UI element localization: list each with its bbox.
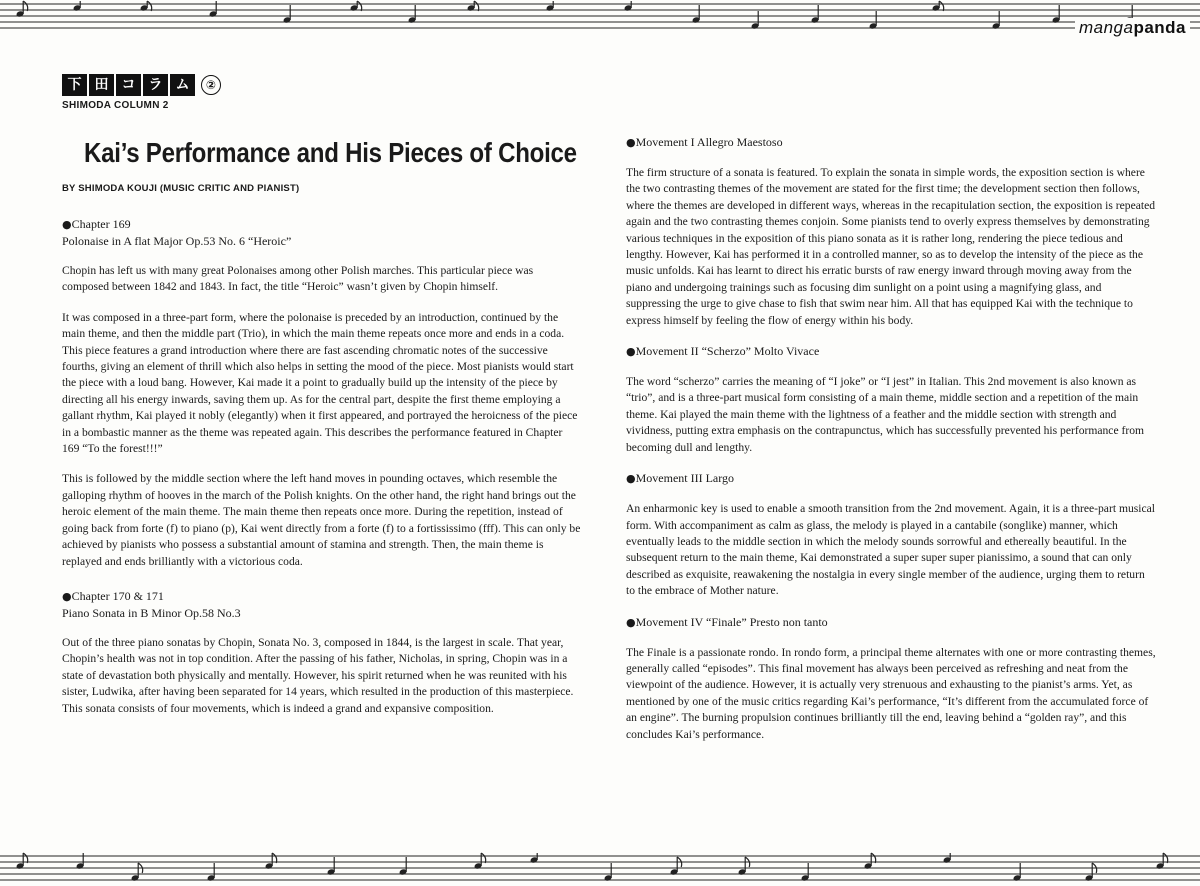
logo-part-manga: manga: [1078, 18, 1134, 37]
bullet-icon: ●: [626, 345, 636, 359]
chapter-170-heading: [62, 588, 582, 621]
music-note-icon: [604, 863, 613, 882]
music-note-icon: [1052, 5, 1061, 24]
movement-3-heading: [626, 470, 1156, 487]
logo-part-panda: panda: [1133, 18, 1186, 37]
paragraph: The firm structure of a sonata is featured. To explain the sonata in simple words, the exposition section is where the two contrasting themes of the movement are stated for the first time; the development section then follows, where the themes are developed in different ways, whereas in the recapitulation section, the exposition is repeated again and the two contrasting themes conjoin. Some pianists tend to overly express themselves by demonstrating various techniques in the exposition of this piano sonata as it is rather long, rendering the piece tedious and lengthy. However, Kai has performed it in a controlled manner, so as to develop the intensity of the piece as the music unfolds. Kai has learnt to direct his erratic bursts of raw energy inward through moving away from the piano and undergoing trainings such as focusing dim sunlight on a point using a magnifying glass, and suppressing the urge to give chase to fish that swim near him. All that has equipped Kai with the technique to express himself by feeling the flow of energy within his body.: [626, 166, 1156, 327]
chapter-label: Chapter 170 & 171: [71, 588, 164, 603]
right-column: [626, 134, 1156, 743]
piece-title: Piano Sonata in B Minor Op.58 No.3: [62, 605, 241, 620]
article-title: Kai’s Performance and His Pieces of Choice: [84, 137, 577, 168]
music-note-icon: [327, 857, 336, 876]
music-note-icon: [1156, 853, 1168, 870]
music-staff-icon: [0, 852, 1200, 886]
music-note-icon: [869, 11, 878, 30]
movement-label: Movement I Allegro Maestoso: [635, 135, 783, 149]
paragraph: Out of the three piano sonatas by Chopin, Sonata No. 3, composed in 1844, is the largest in scale. That year, Chopin’s health was not in top condition. After the passing of his father, Nicholas, in spring, Chopin was in a state of devastation both physically and mentally. However, his spirit returned when he was reunited with his sister, Ludwika, after having been separated for 14 years, which resulted in the production of this masterpiece. This sonata consists of four movements, which is indeed a grand and expansive composition.: [62, 635, 574, 715]
music-note-icon: [1013, 863, 1022, 882]
music-note-icon: [16, 853, 28, 870]
music-note-icon: [811, 5, 820, 24]
music-note-icon: [209, 1, 218, 18]
piece-title: Polonaise in A flat Major Op.53 No. 6 “Heroic”: [62, 234, 292, 248]
paragraph: The word “scherzo” carries the meaning of “I joke” or “I jest” in Italian. This 2nd movement is also known as “trio”, and is a three-part musical form consisting of a main theme, middle section and a repetition of the main theme. Kai played the main theme with the lightness of a feather and the middle section with strength and vividness, putting extra emphasis on the contrapunctus, which has successfully prevented his performance from becoming dull and lengthy.: [626, 375, 1145, 454]
music-note-icon: [265, 853, 277, 870]
byline: BY SHIMODA KOUJI (MUSIC CRITIC AND PIANIST): [62, 183, 300, 194]
jp-char: ム: [170, 74, 195, 96]
music-staff-bottom: [0, 852, 1200, 886]
bullet-icon: ●: [62, 218, 72, 231]
jp-char: ラ: [143, 74, 168, 96]
music-note-icon: [670, 857, 682, 876]
bullet-icon: ●: [62, 589, 72, 603]
movement-1-heading: [626, 134, 1156, 151]
paragraph: It was composed in a three-part form, where the polonaise is preceded by an introduction, continued by the main theme, and then the middle part (Trio), in which the main theme repeats once more and ends in a coda. This piece features a grand introduction where there are fast ascending chromatic notes of the successive fourths, giving an element of thrill which also helps in setting the mood of the piece. Most pianists would start the piece with a loud bang. However, Kai made it a point to gradually build up the intensity of the piece by directing all his energy inwards, saving them up. As for the central part, despite the first theme employing a gallant rhythm, Kai played it nobly (elegantly) when it first appeared, and portrayed the heroicness of the piece in a bombastic manner as the theme was repeated again. This describes the performance featured in Chapter 169 “To the forest!!!”: [62, 310, 578, 456]
bullet-icon: ●: [626, 472, 636, 486]
jp-char: 下: [62, 74, 87, 96]
jp-char: コ: [116, 74, 141, 96]
column-number: ②: [201, 75, 221, 95]
music-note-icon: [408, 5, 417, 24]
left-column: [62, 74, 582, 717]
movement-2-heading: [626, 343, 1156, 360]
movement-label: Movement III Largo: [635, 471, 735, 486]
music-note-icon: [692, 5, 701, 24]
music-note-icon: [738, 857, 750, 876]
music-note-icon: [864, 853, 876, 870]
bullet-icon: ●: [626, 136, 636, 149]
music-note-icon: [76, 853, 85, 870]
bullet-icon: ●: [626, 615, 636, 629]
paragraph: The Finale is a passionate rondo. In rondo form, a principal theme alternates with one or more contrasting themes, generally called “episodes”. This final movement has always been perceived as refreshing and neat from the viewpoint of the audience. However, it is actually very strenuous and exhausting to the pianist’s arms. Yet, as mentioned by one of the music critics regarding Kai’s performance, “It’s different from the accumulated force of an engine”. The burning propulsion continues brilliantly till the end, leaving behind a “golden ray”, and this concludes Kai’s performance.: [626, 645, 1156, 741]
japanese-column-title: [62, 74, 582, 96]
music-staff-top: [0, 0, 1200, 34]
paragraph: This is followed by the middle section where the left hand moves in pounding octaves, which resemble the galloping rhythm of hooves in the march of the Polish knights. On the other hand, the right hand brings out the heroic element of the main theme. The main theme then repeats once more. During the repetition, instead of going back from forte (f) to piano (p), Kai went directly from a forte (f) to a fortississimo (fff). This can only be achieved by pianists who possess a substantial amount of stamina and strength. Then, the main theme is replayed and ends brilliantly with a victorious coda.: [62, 472, 581, 568]
music-staff-icon: [0, 0, 1200, 34]
movement-label: Movement IV “Finale” Presto non tanto: [635, 614, 828, 629]
music-note-icon: [751, 11, 760, 30]
music-note-icon: [1085, 863, 1097, 882]
music-note-icon: [283, 5, 292, 24]
music-note-icon: [207, 863, 216, 882]
music-note-icon: [399, 857, 408, 876]
music-note-icon: [16, 1, 28, 18]
watermark-logo: [1075, 18, 1190, 38]
movement-label: Movement II “Scherzo” Molto Vivace: [635, 344, 820, 359]
chapter-169-heading: [62, 216, 582, 249]
chapter-label: Chapter 169: [71, 217, 131, 231]
jp-char: 田: [89, 74, 114, 96]
paragraph: Chopin has left us with many great Polonaises among other Polish marches. This particular piece was composed between 1842 and 1843. In fact, the title “Heroic” wasn’t given by Chopin himself.: [62, 264, 534, 294]
movement-4-heading: [626, 614, 1156, 631]
music-note-icon: [801, 863, 810, 882]
column-subtitle: SHIMODA COLUMN 2: [62, 100, 169, 111]
music-note-icon: [992, 11, 1001, 30]
music-note-icon: [131, 863, 143, 882]
paragraph: An enharmonic key is used to enable a smooth transition from the 2nd movement. Again, it is a three-part musical form. With accompaniment as calm as glass, the melody is played in a cantabile (songlike) manner, which eventually leads to the middle section in which the melody sounds sorrowful and ethereally beautiful. In the subsequent return to the main theme, Kai demonstrated a super super super pianissimo, a sound that can only described as exquisite, reawakening the nostalgia in every single member of the audience, urging them to return to the embrace of Mother nature.: [626, 502, 1155, 598]
music-note-icon: [474, 853, 486, 870]
